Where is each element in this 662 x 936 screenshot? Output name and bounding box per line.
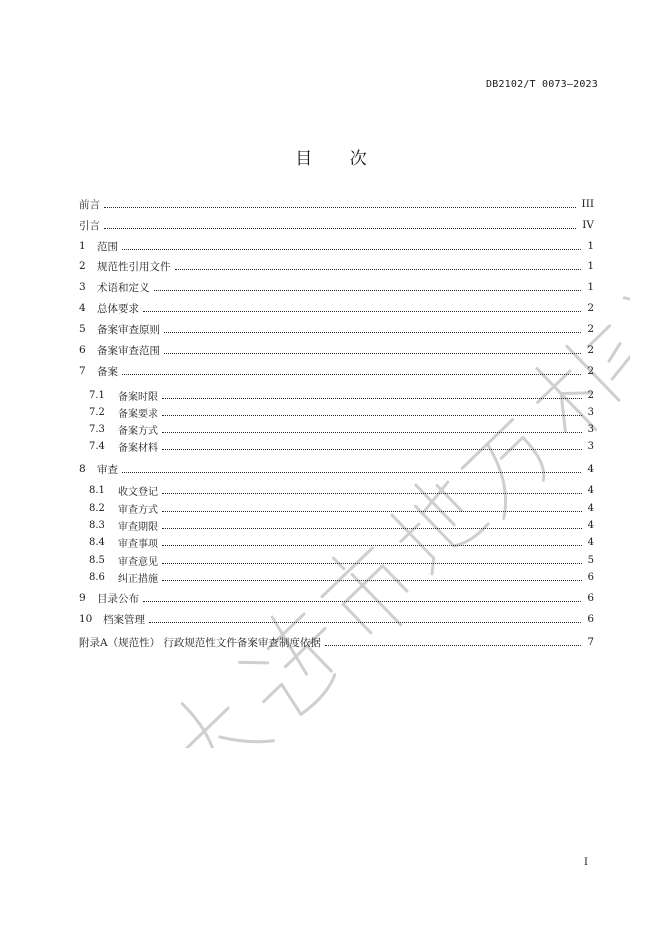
toc-entry-page: 3 bbox=[587, 423, 594, 435]
toc-entry-label: 规范性引用文件 bbox=[97, 260, 171, 273]
toc-dot-leader bbox=[143, 600, 581, 602]
toc-entry-label: 备案 bbox=[97, 365, 118, 378]
toc-dot-leader bbox=[104, 206, 576, 208]
toc-entry[interactable] bbox=[89, 553, 594, 567]
toc-entry-label: 审查事项 bbox=[118, 538, 158, 550]
toc-entry-number: 3 bbox=[79, 281, 86, 293]
toc-dot-leader bbox=[164, 352, 581, 354]
toc-entry-page: III bbox=[581, 198, 594, 210]
toc-entry-number: 7 bbox=[79, 365, 86, 377]
toc-entry-page: 7 bbox=[587, 636, 594, 648]
toc-entry-number: 8 bbox=[79, 463, 86, 475]
toc-entry-label: 备案审查范围 bbox=[97, 344, 160, 357]
toc-entry-label: 审查意见 bbox=[118, 556, 158, 568]
toc-entry[interactable] bbox=[79, 591, 594, 605]
toc-entry-page: 5 bbox=[587, 554, 594, 566]
toc-dot-leader bbox=[162, 414, 582, 416]
toc-entry-page: 6 bbox=[587, 571, 594, 583]
toc-entry[interactable] bbox=[79, 197, 594, 211]
toc-entry-page: 1 bbox=[587, 281, 594, 293]
toc-entry-number: 10 bbox=[79, 613, 93, 625]
toc-entry[interactable] bbox=[89, 535, 594, 549]
toc-entry-label: 备案要求 bbox=[118, 408, 158, 420]
toc-dot-leader bbox=[143, 310, 581, 312]
toc-entry[interactable] bbox=[89, 501, 594, 515]
toc-entry-label: 纠正措施 bbox=[118, 573, 158, 585]
toc-entry[interactable] bbox=[79, 301, 594, 315]
toc-entry[interactable] bbox=[79, 343, 594, 357]
toc-entry-page: 2 bbox=[587, 365, 594, 377]
toc-entry-label: 备案时限 bbox=[118, 391, 158, 403]
toc-entry-label: 术语和定义 bbox=[97, 281, 150, 294]
toc-entry[interactable] bbox=[89, 570, 594, 584]
toc-entry-label: 收文登记 bbox=[118, 486, 158, 498]
toc-dot-leader bbox=[154, 289, 582, 291]
toc-entry-number: 4 bbox=[79, 302, 86, 314]
toc-entry-page: 6 bbox=[587, 613, 594, 625]
toc-entry-page: 2 bbox=[587, 302, 594, 314]
toc-entry-page: 4 bbox=[587, 536, 594, 548]
toc-entry-number: 8.4 bbox=[89, 536, 105, 548]
toc-dot-leader bbox=[149, 621, 581, 623]
toc-dot-leader bbox=[162, 431, 582, 433]
toc-dot-leader bbox=[162, 492, 582, 494]
toc-entry-label: 范围 bbox=[97, 240, 118, 253]
toc-entry-page: 3 bbox=[587, 406, 594, 418]
toc-entry[interactable] bbox=[89, 518, 594, 532]
toc-dot-leader bbox=[175, 268, 582, 270]
toc-entry[interactable] bbox=[79, 322, 594, 336]
toc-entry-label: 引言 bbox=[79, 219, 100, 232]
footer-page-number: I bbox=[584, 857, 588, 868]
toc-entry-label: 备案审查原则 bbox=[97, 323, 160, 336]
toc-entry[interactable] bbox=[89, 439, 594, 453]
toc-entry[interactable] bbox=[79, 462, 594, 476]
toc-dot-leader bbox=[162, 527, 582, 529]
toc-entry-number: 6 bbox=[79, 344, 86, 356]
toc-entry[interactable] bbox=[79, 635, 594, 649]
toc-dot-leader bbox=[162, 562, 582, 564]
toc-entry[interactable] bbox=[79, 364, 594, 378]
toc-entry[interactable] bbox=[89, 422, 594, 436]
toc-entry-page: 2 bbox=[587, 389, 594, 401]
toc-entry-number: 8.5 bbox=[89, 554, 105, 566]
toc-entry-number: 8.2 bbox=[89, 502, 105, 514]
toc-dot-leader bbox=[162, 544, 582, 546]
toc-entry[interactable] bbox=[89, 483, 594, 497]
toc-dot-leader bbox=[164, 331, 581, 333]
toc-entry-page: 1 bbox=[587, 240, 594, 252]
toc-dot-leader bbox=[122, 248, 581, 250]
toc-entry-label: 附录A（规范性） 行政规范性文件备案审查制度依据 bbox=[79, 636, 321, 649]
toc-entry-page: 4 bbox=[587, 519, 594, 531]
toc-dot-leader bbox=[122, 471, 581, 473]
toc-entry-label: 备案材料 bbox=[118, 442, 158, 454]
toc-entry-label: 总体要求 bbox=[97, 302, 139, 315]
toc-dot-leader bbox=[162, 397, 582, 399]
toc-entry-page: 3 bbox=[587, 440, 594, 452]
toc-entry[interactable] bbox=[79, 259, 594, 273]
toc-entry-number: 7.3 bbox=[89, 423, 105, 435]
toc-entry-number: 5 bbox=[79, 323, 86, 335]
toc-entry[interactable] bbox=[79, 612, 594, 626]
toc-entry-label: 前言 bbox=[79, 198, 100, 211]
toc-entry-page: 1 bbox=[587, 260, 594, 272]
toc-dot-leader bbox=[325, 644, 581, 646]
toc-entry-page: 2 bbox=[587, 323, 594, 335]
toc-entry-label: 审查 bbox=[97, 463, 118, 476]
toc-entry[interactable] bbox=[79, 239, 594, 253]
toc-entry-number: 8.6 bbox=[89, 571, 105, 583]
toc-entry-number: 2 bbox=[79, 260, 86, 272]
toc-entry-label: 审查期限 bbox=[118, 521, 158, 533]
toc-entry-page: IV bbox=[582, 219, 594, 231]
toc-entry-number: 7.1 bbox=[89, 389, 105, 401]
toc-entry-label: 目录公布 bbox=[97, 592, 139, 605]
document-code: DB2102/T 0073—2023 bbox=[486, 79, 598, 90]
toc-entry-number: 1 bbox=[79, 240, 86, 252]
toc-entry-label: 备案方式 bbox=[118, 425, 158, 437]
toc-entry-page: 4 bbox=[587, 502, 594, 514]
page-title: 目 次 bbox=[295, 149, 383, 169]
toc-entry-label: 档案管理 bbox=[103, 613, 145, 626]
toc-entry-number: 8.3 bbox=[89, 519, 105, 531]
toc-entry[interactable] bbox=[79, 280, 594, 294]
toc-dot-leader bbox=[162, 579, 582, 581]
toc-entry-page: 4 bbox=[587, 463, 594, 475]
toc-entry-page: 6 bbox=[587, 592, 594, 604]
toc-entry-number: 7.4 bbox=[89, 440, 105, 452]
toc-entry-number: 8.1 bbox=[89, 484, 105, 496]
toc-entry[interactable] bbox=[79, 218, 594, 232]
toc-entry-number: 7.2 bbox=[89, 406, 105, 418]
toc-entry-label: 审查方式 bbox=[118, 504, 158, 516]
toc-dot-leader bbox=[162, 510, 582, 512]
toc-entry-page: 2 bbox=[587, 344, 594, 356]
toc-entry[interactable] bbox=[89, 388, 594, 402]
toc-entry-number: 9 bbox=[79, 592, 86, 604]
toc-dot-leader bbox=[104, 227, 576, 229]
toc-dot-leader bbox=[122, 373, 581, 375]
toc-dot-leader bbox=[162, 448, 582, 450]
toc-entry[interactable] bbox=[89, 405, 594, 419]
toc-entry-page: 4 bbox=[587, 484, 594, 496]
